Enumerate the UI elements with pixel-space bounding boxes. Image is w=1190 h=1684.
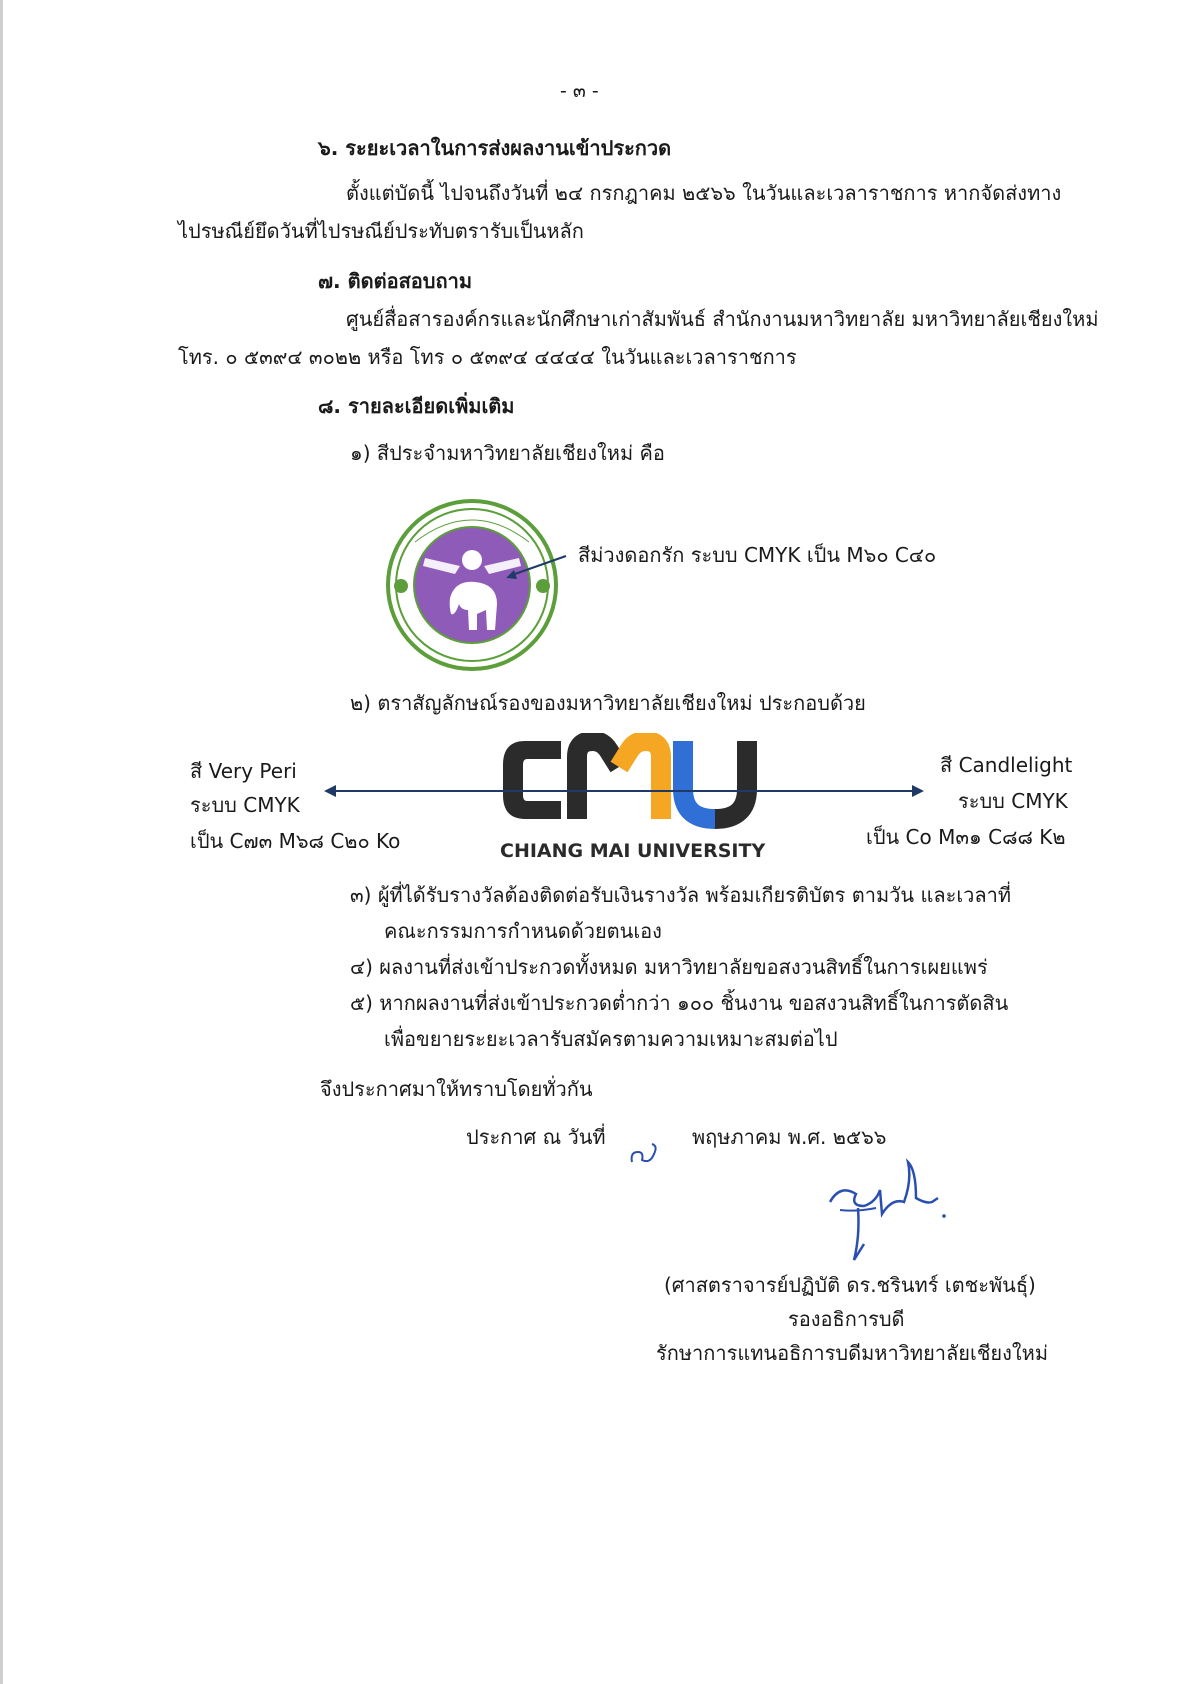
cmu-seal-logo: [385, 498, 560, 673]
seal-color-label: สีม่วงดอกรัก ระบบ CMYK เป็น M๖๐ C๔๐: [578, 543, 937, 567]
page-number: - ๓ -: [560, 80, 599, 102]
section8-item3-line2: คณะกรรมการกำหนดด้วยตนเอง: [384, 919, 662, 943]
candlelight-line3: เป็น Co M๓๑ C๘๘ K๒: [866, 825, 1066, 849]
section6-line2: ไปรษณีย์ยึดวันที่ไปรษณีย์ประทับตรารับเป็นหลัก: [178, 219, 584, 243]
candlelight-line2: ระบบ CMYK: [958, 789, 1068, 813]
page-edge-shadow: [0, 0, 3, 1684]
closing-announce: จึงประกาศมาให้ทราบโดยทั่วกัน: [320, 1077, 593, 1101]
section8-item5-line2: เพื่อขยายระยะเวลารับสมัครตามความเหมาะสมต่อไป: [384, 1027, 838, 1051]
section8-heading: ๘. รายละเอียดเพิ่มเติม: [318, 394, 515, 418]
section8-item1: ๑) สีประจำมหาวิทยาลัยเชียงใหม่ คือ: [350, 441, 665, 465]
signature-image: [820, 1140, 960, 1270]
cmu-caption: CHIANG MAI UNIVERSITY: [500, 840, 766, 862]
section8-item4: ๔) ผลงานที่ส่งเข้าประกวดทั้งหมด มหาวิทยาลัยขอสงวนสิทธิ์ในการเผยแพร่: [350, 955, 988, 979]
section8-item5-line1: ๕) หากผลงานที่ส่งเข้าประกวดต่ำกว่า ๑๐๐ ชิ้นงาน ขอสงวนสิทธิ์ในการตัดสิน: [350, 991, 1009, 1015]
section6-heading: ๖. ระยะเวลาในการส่งผลงานเข้าประกวด: [318, 136, 672, 160]
closing-date-suffix: พฤษภาคม พ.ศ. ๒๕๖๖: [692, 1125, 887, 1149]
signer-name: (ศาสตราจารย์ปฏิบัติ ดร.ชรินทร์ เตชะพันธุ์): [664, 1273, 1036, 1297]
section7-heading: ๗. ติดต่อสอบถาม: [318, 269, 473, 293]
section6-line1: ตั้งแต่บัดนี้ ไปจนถึงวันที่ ๒๔ กรกฎาคม ๒๕๖๖ ในวันและเวลาราชการ หากจัดส่งทาง: [346, 181, 1062, 205]
very-peri-line2: ระบบ CMYK: [190, 793, 300, 817]
signer-title: รองอธิการบดี: [788, 1307, 905, 1331]
section7-line2: โทร. ๐ ๕๓๙๔ ๓๐๒๒ หรือ โทร ๐ ๕๓๙๔ ๔๔๔๔ ในวันและเวลาราชการ: [178, 345, 797, 369]
section7-line1: ศูนย์สื่อสารองค์กรและนักศึกษาเก่าสัมพันธ์ สำนักงานมหาวิทยาลัย มหาวิทยาลัยเชียงใหม่: [346, 307, 1099, 331]
section8-item2: ๒) ตราสัญลักษณ์รองของมหาวิทยาลัยเชียงใหม่ ประกอบด้วย: [350, 691, 866, 715]
handwritten-day: [628, 1140, 662, 1170]
closing-date-prefix: ประกาศ ณ วันที่: [466, 1125, 606, 1149]
signer-acting: รักษาการแทนอธิการบดีมหาวิทยาลัยเชียงใหม่: [656, 1341, 1049, 1365]
very-peri-line1: สี Very Peri: [190, 759, 297, 783]
candlelight-line1: สี Candlelight: [940, 753, 1073, 777]
very-peri-line3: เป็น C๗๓ M๖๘ C๒๐ Ko: [190, 829, 401, 853]
section8-item3-line1: ๓) ผู้ที่ได้รับรางวัลต้องติดต่อรับเงินรางวัล พร้อมเกียรติบัตร ตามวัน และเวลาที่: [350, 883, 1012, 907]
